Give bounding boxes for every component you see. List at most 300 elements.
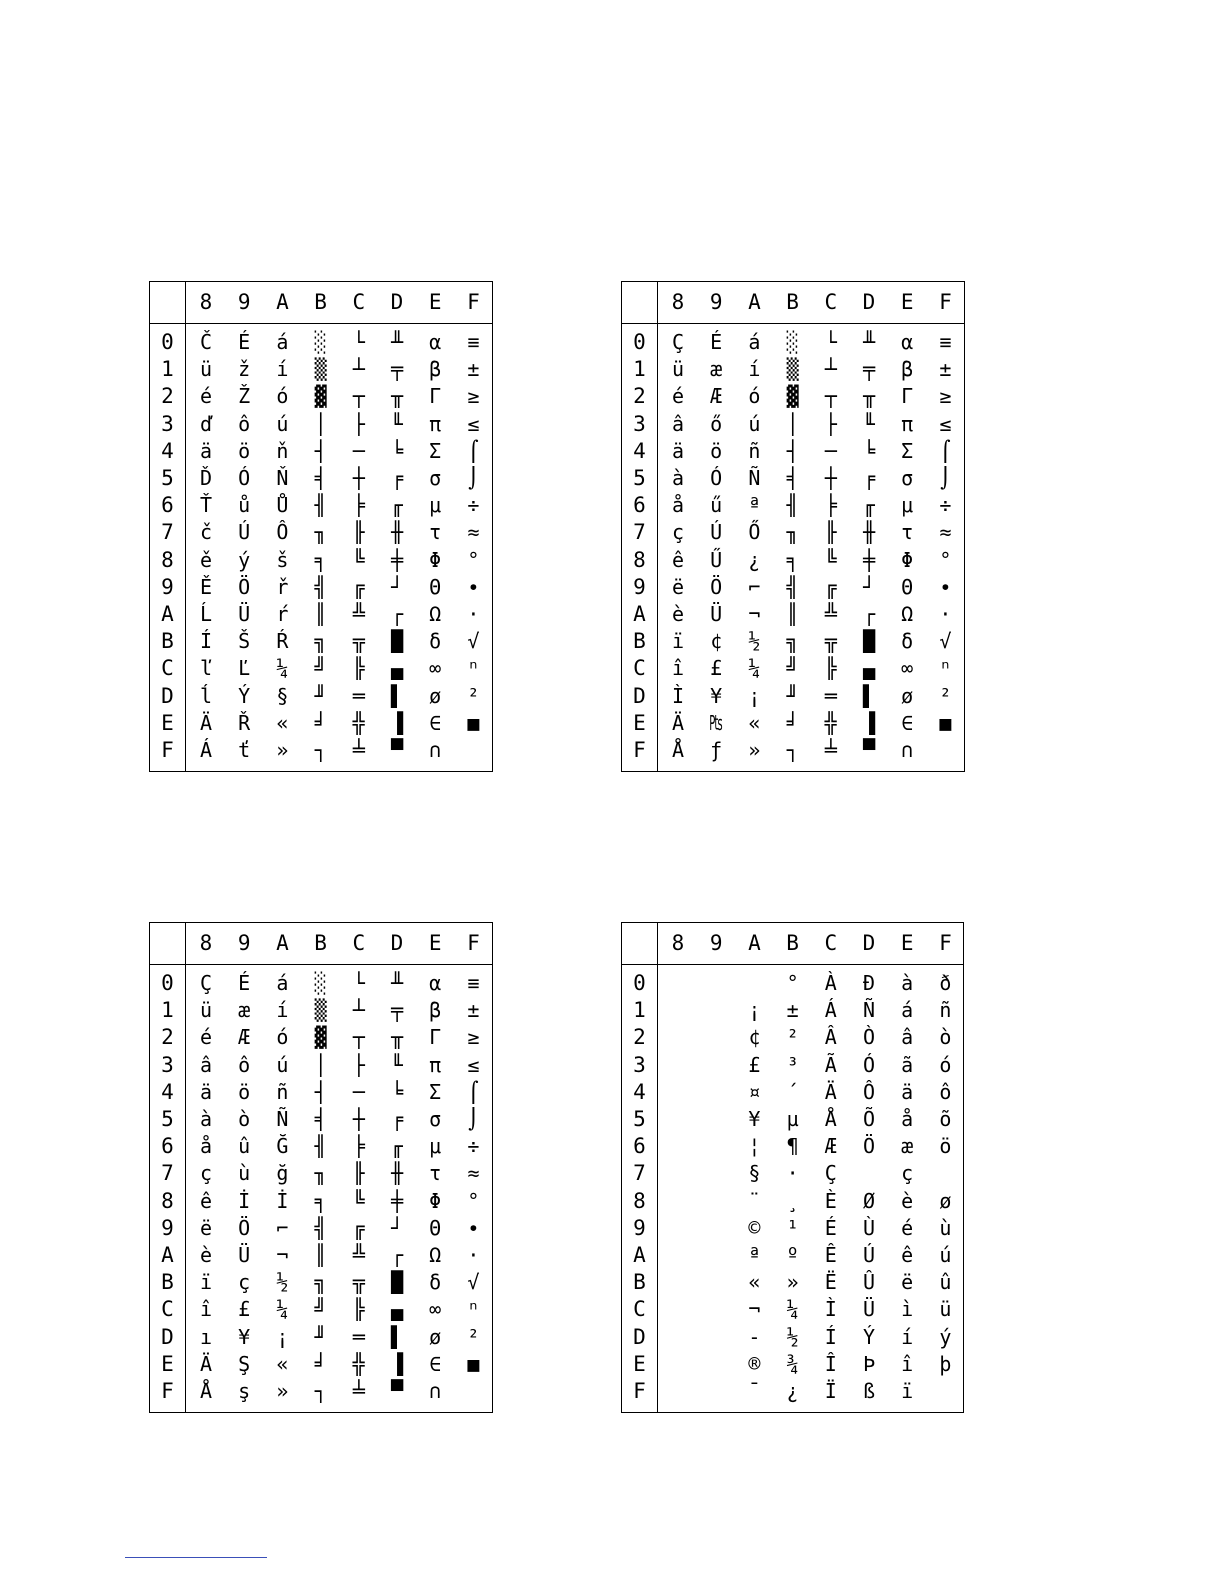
char-cell: õ — [939, 1107, 952, 1131]
char-cell: ┤ — [314, 1079, 327, 1104]
row-label: 8 — [633, 1188, 646, 1213]
char-cell: ╧ — [352, 738, 365, 762]
char-cell: ° — [467, 1188, 480, 1213]
char-cell: Ã — [824, 1052, 837, 1077]
row-label: 4 — [161, 1079, 174, 1104]
char-cell: ┐ — [314, 738, 327, 762]
char-cell: · — [786, 1161, 799, 1186]
char-cell: ╛ — [314, 710, 327, 735]
char-cell: Ž — [238, 384, 251, 409]
char-cell — [735, 970, 773, 997]
char-cell: ř — [276, 574, 289, 599]
char-cell: ¡ — [276, 1324, 289, 1349]
char-cell: √ — [467, 629, 480, 654]
char-cell: Ő — [748, 520, 761, 545]
char-cell: ■ — [467, 1351, 480, 1376]
char-cell: ┐ — [314, 1379, 327, 1403]
char-cell: É — [824, 1215, 837, 1240]
char-cell: æ — [710, 357, 723, 382]
row-label: 4 — [633, 438, 646, 463]
char-cell: § — [276, 683, 289, 708]
char-cell — [659, 1188, 697, 1215]
column-header: B — [786, 290, 799, 314]
char-cell: █ — [862, 629, 876, 654]
row-label: D — [161, 683, 174, 708]
char-cell: ĺ — [199, 683, 213, 708]
char-cell: ó — [276, 1025, 289, 1050]
char-cell: Ú — [862, 1243, 876, 1267]
char-cell: Ç — [671, 330, 685, 354]
char-cell: ¡ — [748, 683, 761, 708]
column-header: E — [900, 290, 914, 314]
char-cell: ╥ — [862, 384, 876, 409]
column-header: E — [900, 931, 914, 955]
char-cell: ú — [748, 411, 761, 436]
char-cell: é — [199, 1025, 213, 1050]
char-cell: Ľ — [238, 656, 251, 681]
char-cell: ╕ — [314, 547, 327, 572]
char-cell: ■ — [939, 710, 952, 735]
char-cell: Ğ — [276, 1134, 289, 1159]
char-cell: ╚ — [352, 547, 365, 572]
row-label: B — [161, 1270, 174, 1295]
char-cell: ╔ — [824, 574, 837, 599]
char-cell: ¿ — [748, 547, 761, 572]
char-cell — [697, 1351, 735, 1378]
char-cell: ± — [467, 998, 480, 1023]
char-cell: ┬ — [352, 384, 365, 409]
char-cell: ╝ — [314, 1297, 327, 1322]
char-cell: ├ — [352, 411, 365, 436]
char-cell — [697, 997, 735, 1024]
char-cell: ╫ — [862, 520, 876, 545]
char-cell: ╪ — [390, 1188, 404, 1213]
row-label: F — [161, 1379, 174, 1403]
char-cell: ö — [238, 438, 251, 463]
char-cell: ø — [429, 1324, 442, 1349]
char-cell: « — [748, 710, 761, 735]
char-cell: ╜ — [314, 1324, 327, 1349]
char-cell: ¬ — [276, 1243, 289, 1267]
char-cell: Σ — [429, 438, 442, 463]
char-cell: ½ — [748, 629, 761, 654]
row-label: 2 — [633, 1025, 646, 1050]
char-cell: β — [429, 357, 442, 382]
char-cell: ¬ — [748, 1297, 761, 1322]
char-cell: Ï — [824, 1379, 837, 1403]
char-cell: ƒ — [710, 738, 723, 762]
row-label: D — [161, 1324, 174, 1349]
row-label: B — [633, 1270, 646, 1295]
column-header: 8 — [671, 290, 685, 314]
char-cell: ╟ — [352, 520, 365, 545]
char-cell — [659, 970, 697, 997]
row-label: 2 — [633, 384, 646, 409]
char-cell: Ö — [862, 1134, 876, 1159]
char-cell: ò — [238, 1107, 251, 1131]
char-cell: ▓ — [786, 384, 799, 409]
char-cell: ő — [710, 411, 723, 436]
row-label: E — [161, 1351, 174, 1376]
char-cell: ä — [901, 1079, 914, 1104]
char-cell: ▀ — [390, 1379, 404, 1403]
row-label: A — [633, 1243, 646, 1267]
char-cell: ≈ — [467, 1161, 480, 1186]
char-cell: á — [276, 971, 289, 995]
char-cell: » — [276, 738, 289, 762]
char-cell: Ä — [199, 710, 213, 735]
char-cell: ť — [238, 738, 251, 762]
char-cell: ╟ — [352, 1161, 365, 1186]
char-cell: ▐ — [390, 710, 404, 735]
row-label: B — [633, 629, 646, 654]
char-cell: á — [901, 998, 914, 1023]
char-cell: ≤ — [939, 411, 952, 436]
char-cell — [926, 737, 964, 764]
char-cell: ─ — [352, 1079, 365, 1104]
char-cell: ª — [748, 1243, 761, 1267]
char-cell: Å — [824, 1107, 837, 1131]
char-cell — [659, 997, 697, 1024]
char-cell: Ň — [276, 466, 289, 490]
char-cell: ² — [939, 683, 952, 708]
char-cell: ¿ — [786, 1379, 799, 1403]
char-cell — [659, 1052, 697, 1079]
row-label: C — [633, 656, 646, 681]
char-cell: Í — [199, 629, 213, 654]
char-cell — [697, 1106, 735, 1133]
char-cell: ô — [939, 1079, 952, 1104]
char-cell: ¼ — [786, 1297, 799, 1322]
char-cell: Σ — [429, 1079, 442, 1104]
row-label: F — [161, 738, 174, 762]
char-cell: ľ — [199, 656, 213, 681]
char-cell — [697, 1024, 735, 1051]
char-cell: τ — [429, 1161, 442, 1186]
char-cell: ê — [671, 547, 685, 572]
char-cell: í — [901, 1324, 914, 1349]
char-cell: ó — [939, 1052, 952, 1077]
char-cell: Å — [671, 738, 685, 762]
char-cell: ╙ — [390, 411, 404, 436]
char-cell: ╥ — [390, 1025, 404, 1050]
char-cell: é — [671, 384, 685, 409]
char-cell: ö — [939, 1134, 952, 1159]
char-cell: ô — [238, 411, 251, 436]
column-header: A — [276, 290, 289, 314]
char-cell: ß — [862, 1379, 876, 1403]
row-label: 9 — [161, 574, 174, 599]
char-cell: â — [671, 411, 685, 436]
char-cell: ╣ — [314, 1215, 327, 1240]
char-cell: ╒ — [390, 466, 404, 490]
char-cell: ┼ — [824, 466, 837, 490]
row-label: 1 — [633, 998, 646, 1023]
char-cell: é — [199, 384, 213, 409]
char-cell: ╗ — [786, 629, 799, 654]
row-label: 0 — [633, 330, 646, 354]
char-cell: █ — [390, 629, 404, 654]
char-cell: ö — [710, 438, 723, 463]
row-label: 4 — [161, 438, 174, 463]
char-cell: ▓ — [314, 1025, 327, 1050]
char-cell: î — [671, 656, 685, 681]
char-cell: ░ — [314, 330, 327, 354]
char-cell: ů — [238, 493, 251, 518]
char-cell: ╨ — [862, 330, 876, 354]
char-cell: Æ — [710, 384, 723, 409]
char-cell: Σ — [901, 438, 914, 463]
char-cell: ∞ — [429, 656, 442, 681]
row-label: 9 — [633, 1215, 646, 1240]
char-cell — [659, 1296, 697, 1323]
char-cell: ╔ — [352, 1215, 365, 1240]
char-cell: Ü — [238, 1243, 251, 1267]
column-header: 8 — [199, 931, 213, 955]
char-cell: └ — [352, 971, 365, 995]
char-cell: ╠ — [824, 656, 837, 681]
row-label: E — [633, 1351, 646, 1376]
char-cell: Ť — [199, 493, 213, 518]
char-cell: å — [901, 1107, 914, 1131]
char-cell: └ — [824, 330, 837, 354]
char-cell: è — [199, 1243, 213, 1267]
row-label: 8 — [161, 547, 174, 572]
char-cell: ž — [238, 357, 251, 382]
char-cell: ≥ — [467, 384, 480, 409]
char-cell: ▄ — [390, 1297, 404, 1322]
char-cell: Í — [824, 1324, 837, 1349]
column-header: C — [352, 931, 366, 955]
char-cell: β — [901, 357, 914, 382]
char-cell — [659, 1351, 697, 1378]
char-cell: ⁿ — [939, 656, 952, 681]
row-label: E — [161, 710, 174, 735]
char-cell: ╚ — [824, 547, 837, 572]
row-label: 1 — [161, 357, 174, 382]
column-header: A — [748, 931, 761, 955]
char-cell: ∙ — [467, 1215, 480, 1240]
char-cell: þ — [939, 1351, 952, 1376]
char-cell: ¹ — [786, 1215, 799, 1240]
char-cell: ╦ — [352, 629, 365, 654]
char-cell: Ô — [862, 1079, 876, 1104]
row-label: 7 — [633, 520, 646, 545]
char-cell: ╙ — [390, 1052, 404, 1077]
char-cell: - — [748, 1324, 761, 1349]
char-cell: ╞ — [352, 1134, 365, 1159]
row-label: 4 — [633, 1079, 646, 1104]
char-cell: ¥ — [748, 1107, 761, 1131]
code-table-1 — [149, 281, 493, 772]
char-cell: £ — [710, 656, 723, 681]
char-cell: ¬ — [748, 602, 761, 626]
row-label: 0 — [161, 971, 174, 995]
char-cell: Á — [199, 738, 213, 762]
char-cell: Φ — [901, 547, 914, 572]
row-label: 0 — [161, 330, 174, 354]
char-cell: Ñ — [862, 998, 876, 1023]
char-cell: « — [748, 1270, 761, 1295]
char-cell: σ — [901, 466, 914, 490]
char-cell: ▌ — [390, 683, 404, 708]
column-header: 8 — [671, 931, 685, 955]
column-header: D — [862, 290, 876, 314]
char-cell: Θ — [901, 574, 914, 599]
char-cell — [697, 1215, 735, 1242]
char-cell — [659, 1215, 697, 1242]
char-cell: ı — [199, 1324, 213, 1349]
char-cell: ╓ — [390, 493, 404, 518]
row-label: 5 — [633, 466, 646, 490]
char-cell: ≈ — [467, 520, 480, 545]
char-cell: ╩ — [824, 602, 837, 626]
column-header: D — [390, 931, 404, 955]
char-cell: ║ — [786, 602, 799, 626]
char-cell: ò — [939, 1025, 952, 1050]
char-cell: ┬ — [824, 384, 837, 409]
row-label: 2 — [161, 1025, 174, 1050]
char-cell: π — [901, 411, 914, 436]
char-cell: ≤ — [467, 1052, 480, 1077]
char-cell: σ — [429, 466, 442, 490]
char-cell — [659, 1106, 697, 1133]
char-cell: ® — [748, 1351, 761, 1376]
row-label: 1 — [633, 357, 646, 382]
char-cell: ¢ — [710, 629, 723, 654]
char-cell: ø — [429, 683, 442, 708]
char-cell: ∈ — [901, 710, 914, 735]
char-cell: ╖ — [786, 520, 799, 545]
char-cell: İ — [276, 1188, 289, 1213]
char-cell: α — [901, 330, 914, 354]
char-cell: ┘ — [862, 574, 876, 599]
row-label: A — [161, 1243, 174, 1267]
char-cell: ∞ — [429, 1297, 442, 1322]
char-cell: ╜ — [314, 683, 327, 708]
char-cell: ╕ — [314, 1188, 327, 1213]
char-cell: Õ — [862, 1107, 876, 1131]
char-cell: ╙ — [862, 411, 876, 436]
char-cell: ∈ — [429, 710, 442, 735]
char-cell: ┌ — [390, 1243, 404, 1267]
char-cell: ď — [199, 411, 213, 436]
char-cell: ┤ — [314, 438, 327, 463]
char-cell — [454, 1378, 492, 1405]
row-label: D — [633, 683, 646, 708]
char-cell: · — [467, 602, 480, 626]
char-cell: ╧ — [824, 738, 837, 762]
char-cell: ╓ — [862, 493, 876, 518]
char-cell: Å — [199, 1379, 213, 1403]
char-cell: ║ — [314, 1243, 327, 1267]
row-label: E — [633, 710, 646, 735]
char-cell: ≈ — [939, 520, 952, 545]
code-table-4 — [621, 922, 964, 1413]
footnote-separator-line — [125, 1557, 267, 1558]
char-cell: ╣ — [786, 574, 799, 599]
char-cell: ╝ — [314, 656, 327, 681]
char-cell: └ — [352, 330, 365, 354]
char-cell — [926, 1160, 964, 1187]
char-cell: ▐ — [862, 710, 876, 735]
char-cell: ù — [939, 1215, 952, 1240]
column-header: F — [467, 290, 480, 314]
char-cell: ∩ — [429, 738, 442, 762]
row-label: 8 — [633, 547, 646, 572]
row-label: 3 — [633, 411, 646, 436]
char-cell: ∙ — [467, 574, 480, 599]
char-cell: ├ — [352, 1052, 365, 1077]
char-cell: É — [238, 971, 251, 995]
char-cell: Ω — [901, 602, 914, 626]
char-cell: ╘ — [862, 438, 876, 463]
char-cell: ³ — [786, 1052, 799, 1077]
char-cell: ╖ — [314, 1161, 327, 1186]
char-cell: ø — [939, 1188, 952, 1213]
char-cell — [697, 1242, 735, 1269]
column-header: E — [428, 290, 442, 314]
char-cell: ╜ — [786, 683, 799, 708]
char-cell: å — [199, 1134, 213, 1159]
char-cell: Ø — [862, 1188, 876, 1213]
char-cell: τ — [901, 520, 914, 545]
column-header: B — [314, 931, 327, 955]
char-cell: ╬ — [824, 710, 837, 735]
char-cell: ╡ — [314, 1107, 327, 1131]
char-cell: ║ — [314, 602, 327, 626]
column-header: B — [786, 931, 799, 955]
char-cell: Ó — [862, 1052, 876, 1077]
row-label: 5 — [633, 1107, 646, 1131]
char-cell: ê — [901, 1243, 914, 1267]
char-cell: â — [199, 1052, 213, 1077]
char-cell: ¥ — [238, 1324, 251, 1349]
char-cell: ý — [238, 547, 251, 572]
char-cell: ╤ — [390, 998, 404, 1023]
row-label: A — [161, 602, 174, 626]
char-cell: Â — [824, 1025, 837, 1050]
column-header: 9 — [237, 290, 251, 314]
char-cell: ² — [467, 1324, 480, 1349]
char-cell: ╨ — [390, 971, 404, 995]
char-cell: î — [199, 1297, 213, 1322]
char-cell: ╬ — [352, 710, 365, 735]
char-cell: ╓ — [390, 1134, 404, 1159]
char-cell: ╡ — [786, 466, 799, 490]
char-cell: ú — [276, 411, 289, 436]
char-cell: ╘ — [390, 1079, 404, 1104]
char-cell: ≥ — [467, 1025, 480, 1050]
char-cell: ¼ — [748, 656, 761, 681]
char-cell: Î — [824, 1351, 837, 1376]
char-cell: ╩ — [352, 1243, 365, 1267]
char-cell: « — [276, 1351, 289, 1376]
char-cell: ╠ — [352, 656, 365, 681]
char-cell: ╝ — [786, 656, 799, 681]
char-cell: í — [276, 357, 289, 382]
char-cell: Ü — [862, 1297, 876, 1322]
char-cell: ╩ — [352, 602, 365, 626]
char-cell: Ű — [710, 547, 723, 572]
char-cell: α — [429, 330, 442, 354]
char-cell: ⌐ — [748, 574, 761, 599]
row-label: 5 — [161, 466, 174, 490]
char-cell: ┐ — [786, 738, 799, 762]
char-cell: ╥ — [390, 384, 404, 409]
column-header: D — [862, 931, 876, 955]
row-label: 6 — [633, 1134, 646, 1159]
